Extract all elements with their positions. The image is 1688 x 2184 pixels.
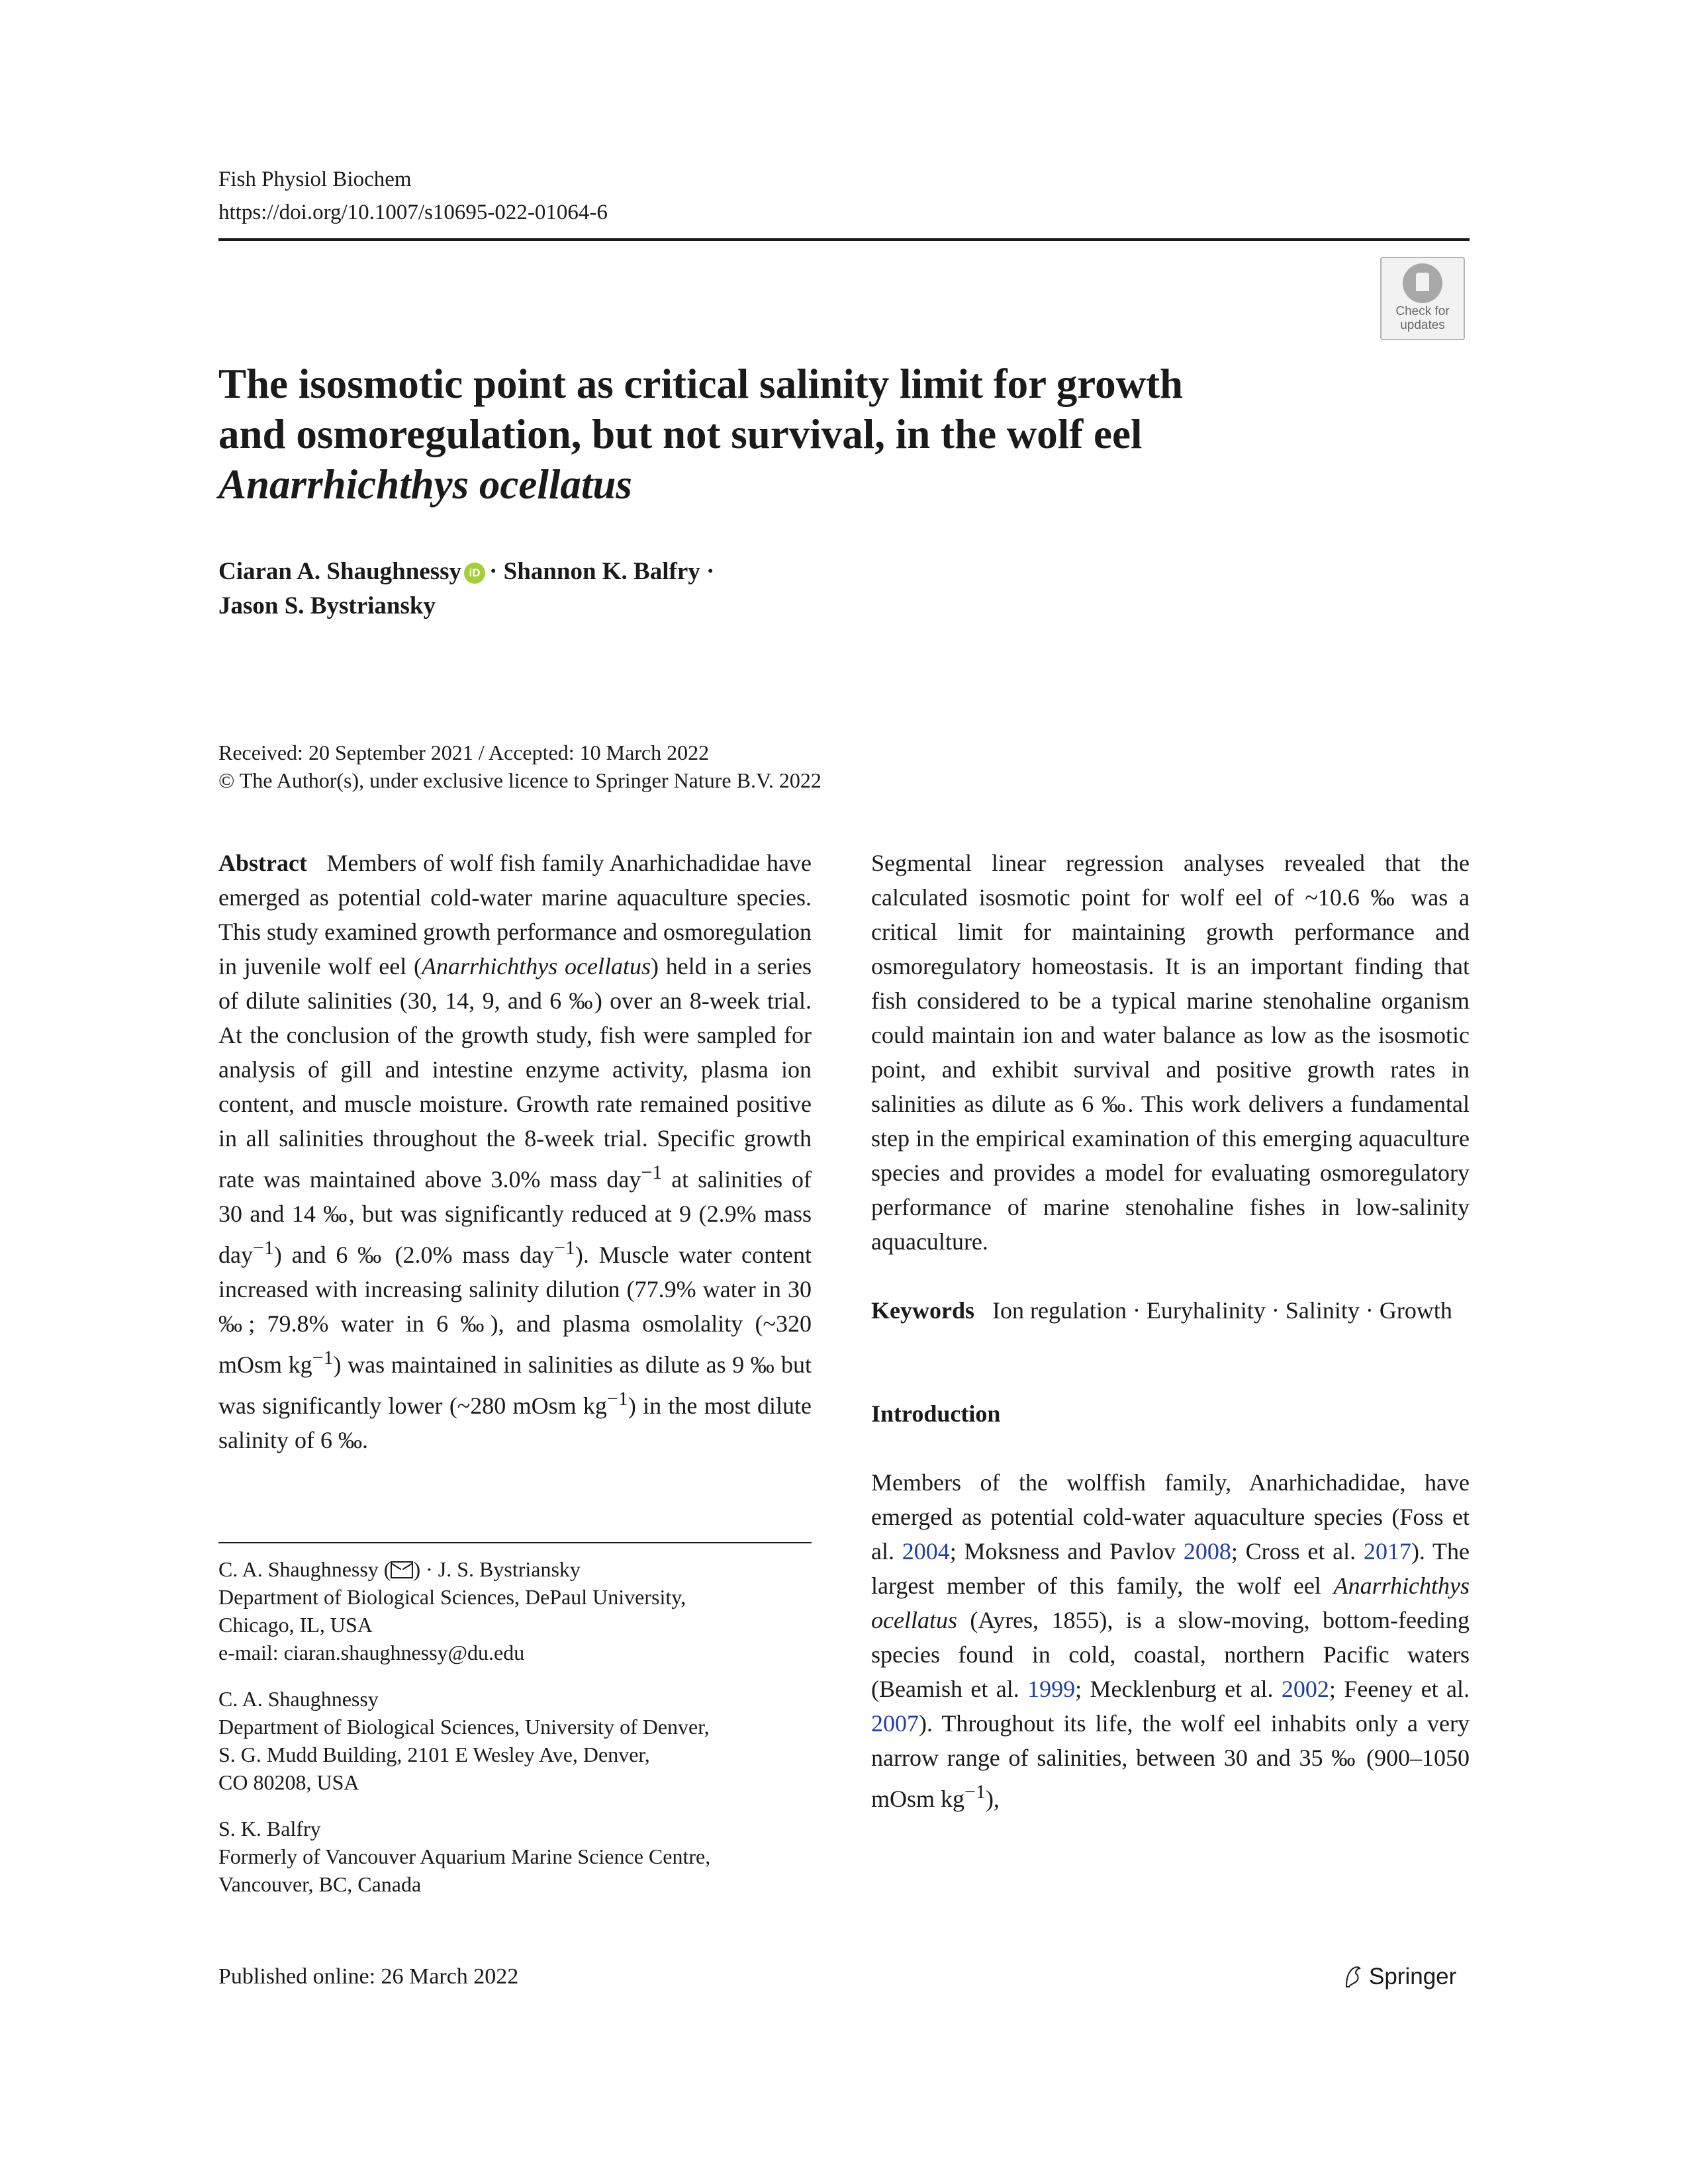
affiliation-2: C. A. Shaughnessy Department of Biological Sciences, University of Denver, S. G. Mudd Building, 2101 E Wesley Ave, Denver, CO 80208, USA	[218, 1687, 710, 1794]
citation-link[interactable]: 2007	[871, 1710, 919, 1737]
springer-horse-icon	[1342, 1964, 1362, 1989]
author-bystriansky: Jason S. Bystriansky	[218, 592, 436, 619]
author-balfry: · Shannon K. Balfry ·	[489, 558, 715, 585]
abstract-label: Abstract	[218, 850, 307, 876]
publisher-logo	[1342, 1962, 1456, 1991]
email-link[interactable]: e-mail: ciaran.shaughnessy@du.edu	[218, 1641, 525, 1664]
abstract-column	[218, 846, 812, 1457]
article-title	[218, 359, 1344, 510]
published-online: Published online: 26 March 2022	[218, 1964, 519, 1989]
affiliation-rule	[218, 1542, 812, 1543]
abstract-continued: Segmental linear regression analyses revealed that the calculated isosmotic point for wolf eel of ~10.6 ‰ was a critical limit for maintaining growth performance and osmoregulatory homeostasis. It is an important finding that fish considered to be a typical marine stenohaline organism could maintain ion and water balance as low as the isosmotic point, and exhibit survival and positive growth rates in salinities as dilute as 6 ‰. This work delivers a fundamental step in the empirical examination of this emerging aquaculture species and provides a model for evaluating osmoregulatory performance of marine stenohaline fishes in low-salinity aquaculture.	[871, 850, 1470, 1255]
keywords	[871, 1293, 1470, 1328]
species-name: Anarrhichthys ocellatus	[871, 1572, 1470, 1633]
orcid-icon[interactable]: iD	[464, 563, 485, 584]
title-line-2: and osmoregulation, but not survival, in the wolf eel	[218, 411, 1143, 457]
journal-header	[218, 163, 608, 229]
right-column	[871, 846, 1470, 1816]
copyright-line: © The Author(s), under exclusive licence to Springer Nature B.V. 2022	[218, 768, 821, 792]
abstract-text: Abstract Members of wolf fish family Anarhichadidae have emerged as potential cold-water marine aquaculture species. This study examined growth performance and osmoregulation in juvenile wolf eel (Anarrhichthys ocellatus) held in a series of dilute salinities (30, 14, 9, and 6 ‰) over an 8-week trial. At the conclusion of the growth study, fish were sampled for analysis of gill and intestine enzyme activity, plasma ion content, and muscle moisture. Growth rate remained positive in all salinities throughout the 8-week trial. Specific growth rate was maintained above 3.0% mass day$^{-1}$ at salinities of 30 and 14 ‰, but was significantly reduced at 9 (2.9% mass day$^{-1}$) and 6 ‰ (2.0% mass day$^{-1}$). Muscle water content increased with increasing salinity dilution (77.9% water in 30 ‰; 79.8% water in 6 ‰), and plasma osmolality (~320 mOsm $kg^{-1}$) was maintained in salinities as dilute as 9 ‰ but was significantly lower (~280 mOsm $kg^{-1}$) in the most dilute salinity of 6 ‰.	[218, 850, 812, 1453]
citation-link[interactable]: 2004	[902, 1538, 950, 1565]
affiliations	[218, 1555, 812, 1917]
publisher-name: Springer	[1369, 1964, 1457, 1989]
affiliation-3: S. K. Balfry Formerly of Vancouver Aquarium Marine Science Centre, Vancouver, BC, Canada	[218, 1817, 711, 1896]
citation-link[interactable]: 2008	[1183, 1538, 1231, 1565]
author-list	[218, 555, 714, 623]
article-dates	[218, 739, 821, 794]
doi-link[interactable]: https://doi.org/10.1007/s10695-022-01064-6	[218, 201, 608, 224]
check-for-updates-badge[interactable]	[1380, 257, 1465, 340]
check-updates-line2: updates	[1400, 318, 1445, 332]
envelope-icon	[391, 1561, 413, 1578]
keywords-label: Keywords	[871, 1297, 974, 1324]
introduction-text: Members of the wolffish family, Anarhichadidae, have emerged as potential cold-water aquaculture species (Foss et al. 2004; Moksness and Pavlov 2008; Cross et al. 2017). The largest member of this family, the wolf eel Anarrhichthys ocellatus (Ayres, 1855), is a slow-moving, bottom-feeding species found in cold, coastal, northern Pacific waters (Beamish et al. 1999; Mecklenburg et al. 2002; Feeney et al. 2007). Throughout its life, the wolf eel inhabits only a very narrow range of salinities, between 30 and 35 ‰ (900–1050 mOsm $kg^{-1}$),	[871, 1469, 1470, 1812]
title-line-1: The isosmotic point as critical salinity limit for growth	[218, 361, 1184, 407]
author-shaughnessy: Ciaran A. Shaughnessy	[218, 558, 462, 585]
bookmark-icon	[1403, 263, 1442, 303]
affiliation-1: C. A. Shaughnessy ( ) · J. S. Bystriansky Department of Biological Sciences, DePaul University, Chicago, IL, USA e-mail: ciaran.shaughnessy@du.edu	[218, 1555, 812, 1666]
citation-link[interactable]: 1999	[1027, 1676, 1076, 1702]
species-name: Anarrhichthys ocellatus	[421, 953, 651, 979]
header-rule	[218, 238, 1470, 241]
check-updates-line1: Check for	[1395, 304, 1450, 318]
keywords-text: Ion regulation · Euryhalinity · Salinity · Growth	[992, 1297, 1452, 1324]
received-accepted: Received: 20 September 2021 / Accepted: 10 March 2022	[218, 741, 710, 764]
journal-name: Fish Physiol Biochem	[218, 167, 412, 191]
citation-link[interactable]: 2017	[1363, 1538, 1411, 1565]
citation-link[interactable]: 2002	[1281, 1676, 1329, 1702]
title-line-3: Anarrhichthys ocellatus	[218, 461, 632, 508]
introduction-heading: Introduction	[871, 1400, 1001, 1427]
